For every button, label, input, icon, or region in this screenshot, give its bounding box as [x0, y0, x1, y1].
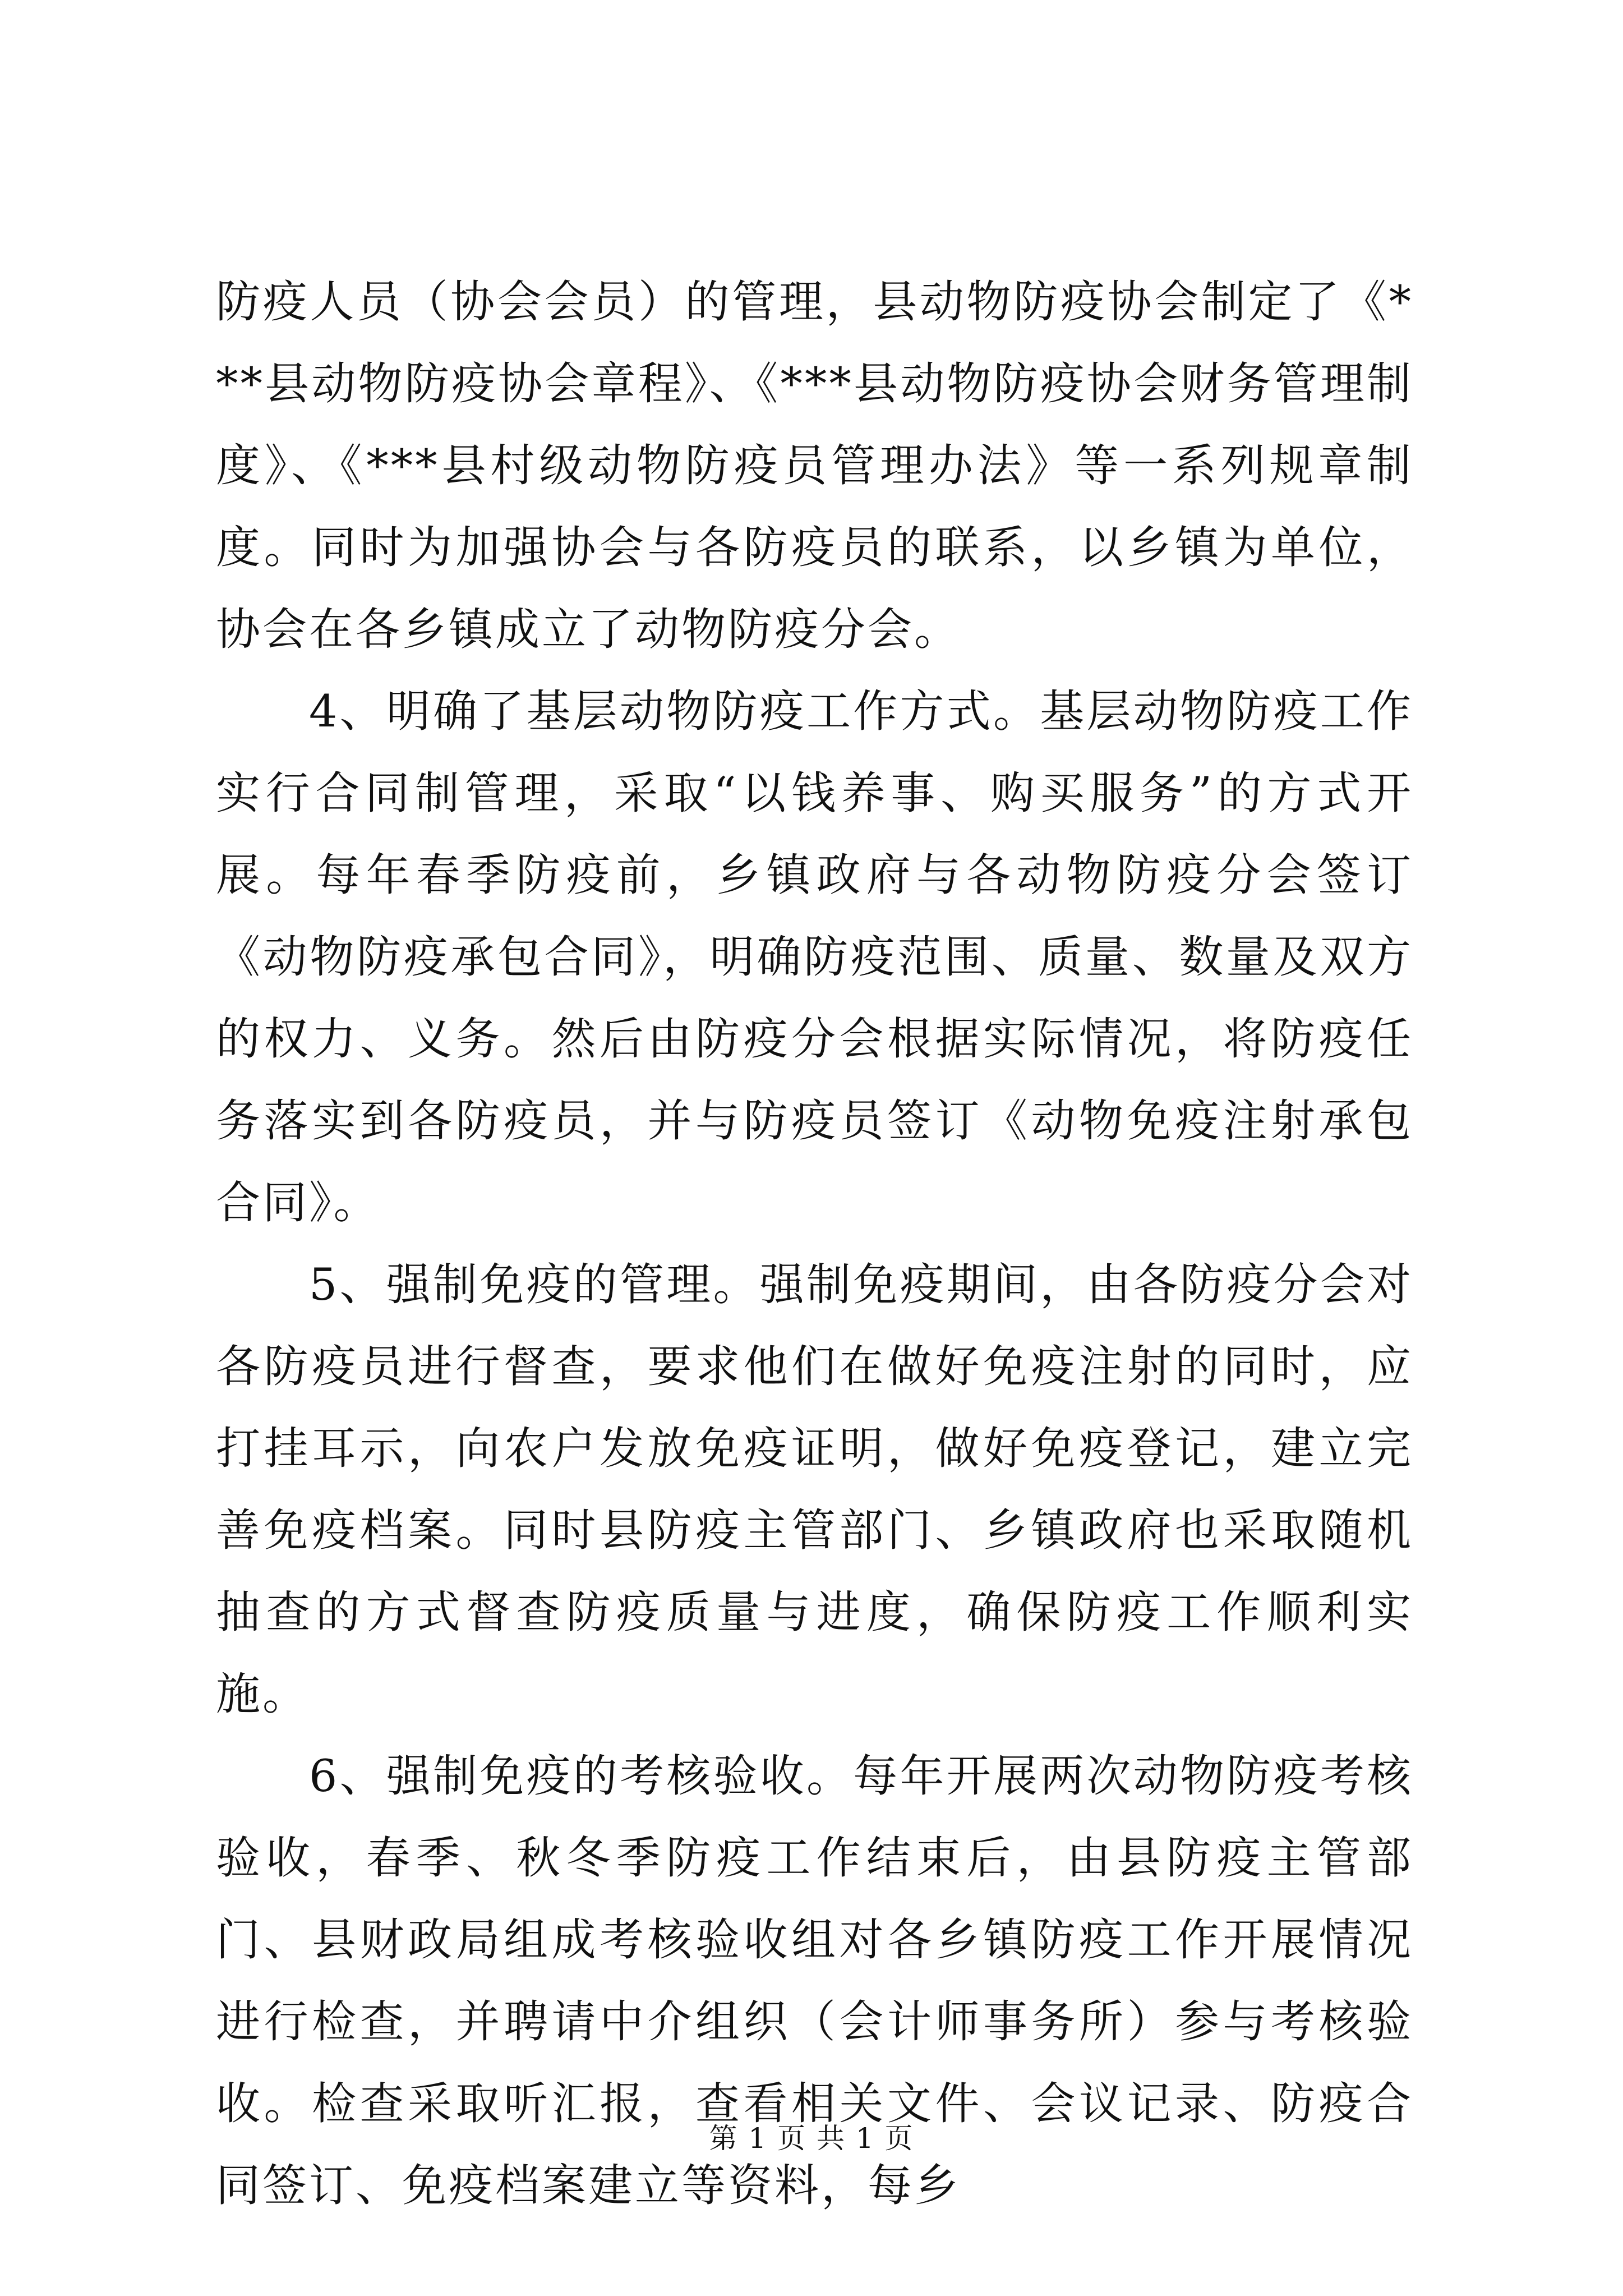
paragraph-continuation: 防疫人员（协会会员）的管理，县动物防疫协会制定了《***县动物防疫协会章程》、《***县动物防疫协会财务管理制度》、《***县村级动物防疫员管理办法》等一系列规章制度。同时为加强协会与各防疫员的联系，以乡镇为单位，协会在各乡镇成立了动物防疫分会。	[216, 276, 1413, 655]
document-body	[216, 261, 1413, 2226]
paragraph-5: 5、强制免疫的管理。强制免疫期间，由各防疫分会对各防疫员进行督查，要求他们在做好免疫注射的同时，应打挂耳示，向农户发放免疫证明，做好免疫登记，建立完善免疫档案。同时县防疫主管部门、乡镇政府也采取随机抽查的方式督查防疫质量与进度，确保防疫工作顺利实施。	[216, 1259, 1413, 1720]
page-footer: 第 1 页 共 1 页	[709, 2122, 914, 2155]
paragraph-4: 4、明确了基层动物防疫工作方式。基层动物防疫工作实行合同制管理，采取“以钱养事、购买服务”的方式开展。每年春季防疫前，乡镇政府与各动物防疫分会签订《动物防疫承包合同》，明确防疫范围、质量、数量及双方的权力、义务。然后由防疫分会根据实际情况，将防疫任务落实到各防疫员，并与防疫员签订《动物免疫注射承包合同》。	[216, 685, 1413, 1228]
paragraph-6: 6、强制免疫的考核验收。每年开展两次动物防疫考核验收，春季、秋冬季防疫工作结束后，由县防疫主管部门、县财政局组成考核验收组对各乡镇防疫工作开展情况进行检查，并聘请中介组织（会计师事务所）参与考核验收。检查采取听汇报，查看相关文件、会议记录、防疫合同签订、免疫档案建立等资料，每乡	[216, 1750, 1413, 2211]
